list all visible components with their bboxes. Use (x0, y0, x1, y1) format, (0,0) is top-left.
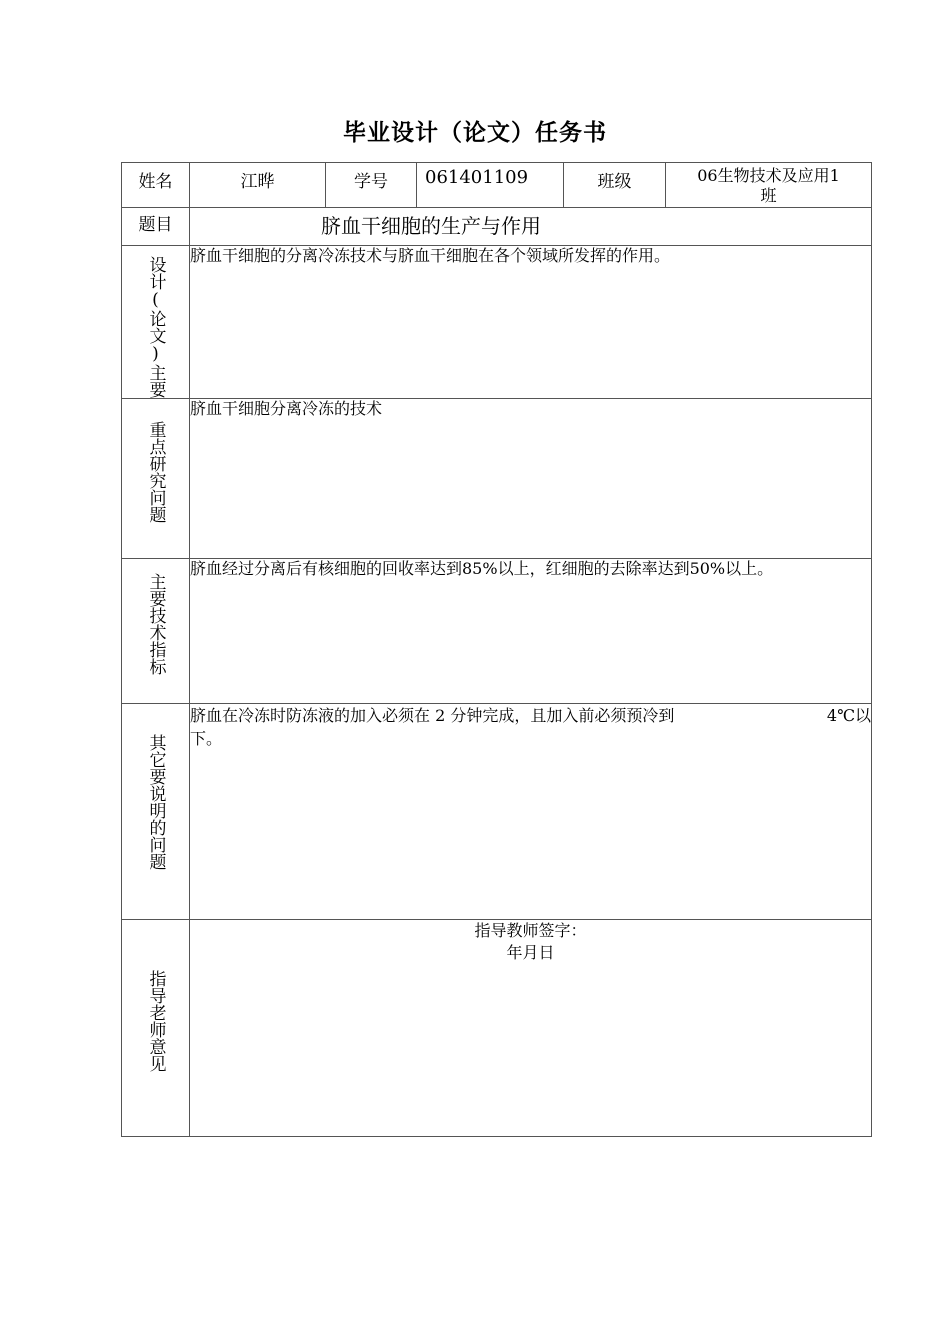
class-value-line1: 06生物技术及应用1 (697, 166, 840, 185)
key-problems-label: 重点研究问题 (145, 421, 166, 523)
class-value (666, 163, 872, 208)
other-notes-text (190, 704, 872, 920)
student-id-value: 061401109 (417, 163, 564, 208)
advisor-opinion-label: 指导老师意见 (145, 970, 166, 1072)
task-form-table (121, 162, 872, 1137)
class-value-line2: 班 (760, 186, 777, 205)
tech-indicators-text: 脐血经过分离后有核细胞的回收率达到85%以上，红细胞的去除率达到50%以上。 (190, 559, 872, 704)
info-row (122, 163, 872, 208)
key-problems-label-cell (122, 399, 190, 559)
topic-label: 题目 (122, 208, 190, 246)
tech-indicators-label-cell (122, 559, 190, 704)
other-notes-row (122, 704, 872, 920)
advisor-opinion-row (122, 920, 872, 1137)
tech-indicators-label: 主要技术指标 (145, 573, 166, 675)
advisor-opinion-content (190, 920, 872, 1137)
student-id-label: 学号 (326, 163, 417, 208)
name-value: 江晔 (190, 163, 326, 208)
other-notes-line1-text: 脐血在冷冻时防冻液的加入必须在 2 分钟完成，且加入前必须预冷到 (190, 706, 675, 725)
name-label: 姓名 (122, 163, 190, 208)
other-notes-line2: 下。 (190, 729, 223, 748)
main-content-row (122, 246, 872, 399)
advisor-date-label: 年月日 (506, 943, 555, 962)
tech-indicators-row (122, 559, 872, 704)
advisor-signature-label: 指导教师签字： (474, 921, 587, 940)
other-notes-label-cell (122, 704, 190, 920)
advisor-opinion-label-cell (122, 920, 190, 1137)
class-label: 班级 (564, 163, 666, 208)
main-content-label-cell (122, 246, 190, 399)
main-content-label: 设计(论文)主要 (145, 256, 166, 398)
document-title: 毕业设计（论文）任务书 (343, 120, 607, 146)
key-problems-text: 脐血干细胞分离冷冻的技术 (190, 399, 872, 559)
other-notes-label: 其它要说明的问题 (145, 734, 166, 870)
topic-value: 脐血干细胞的生产与作用 (190, 208, 872, 246)
key-problems-row (122, 399, 872, 559)
topic-row (122, 208, 872, 246)
other-notes-temperature: 4℃以 (826, 706, 871, 725)
other-notes-line1 (190, 704, 871, 727)
main-content-text: 脐血干细胞的分离冷冻技术与脐血干细胞在各个领域所发挥的作用。 (190, 246, 872, 399)
